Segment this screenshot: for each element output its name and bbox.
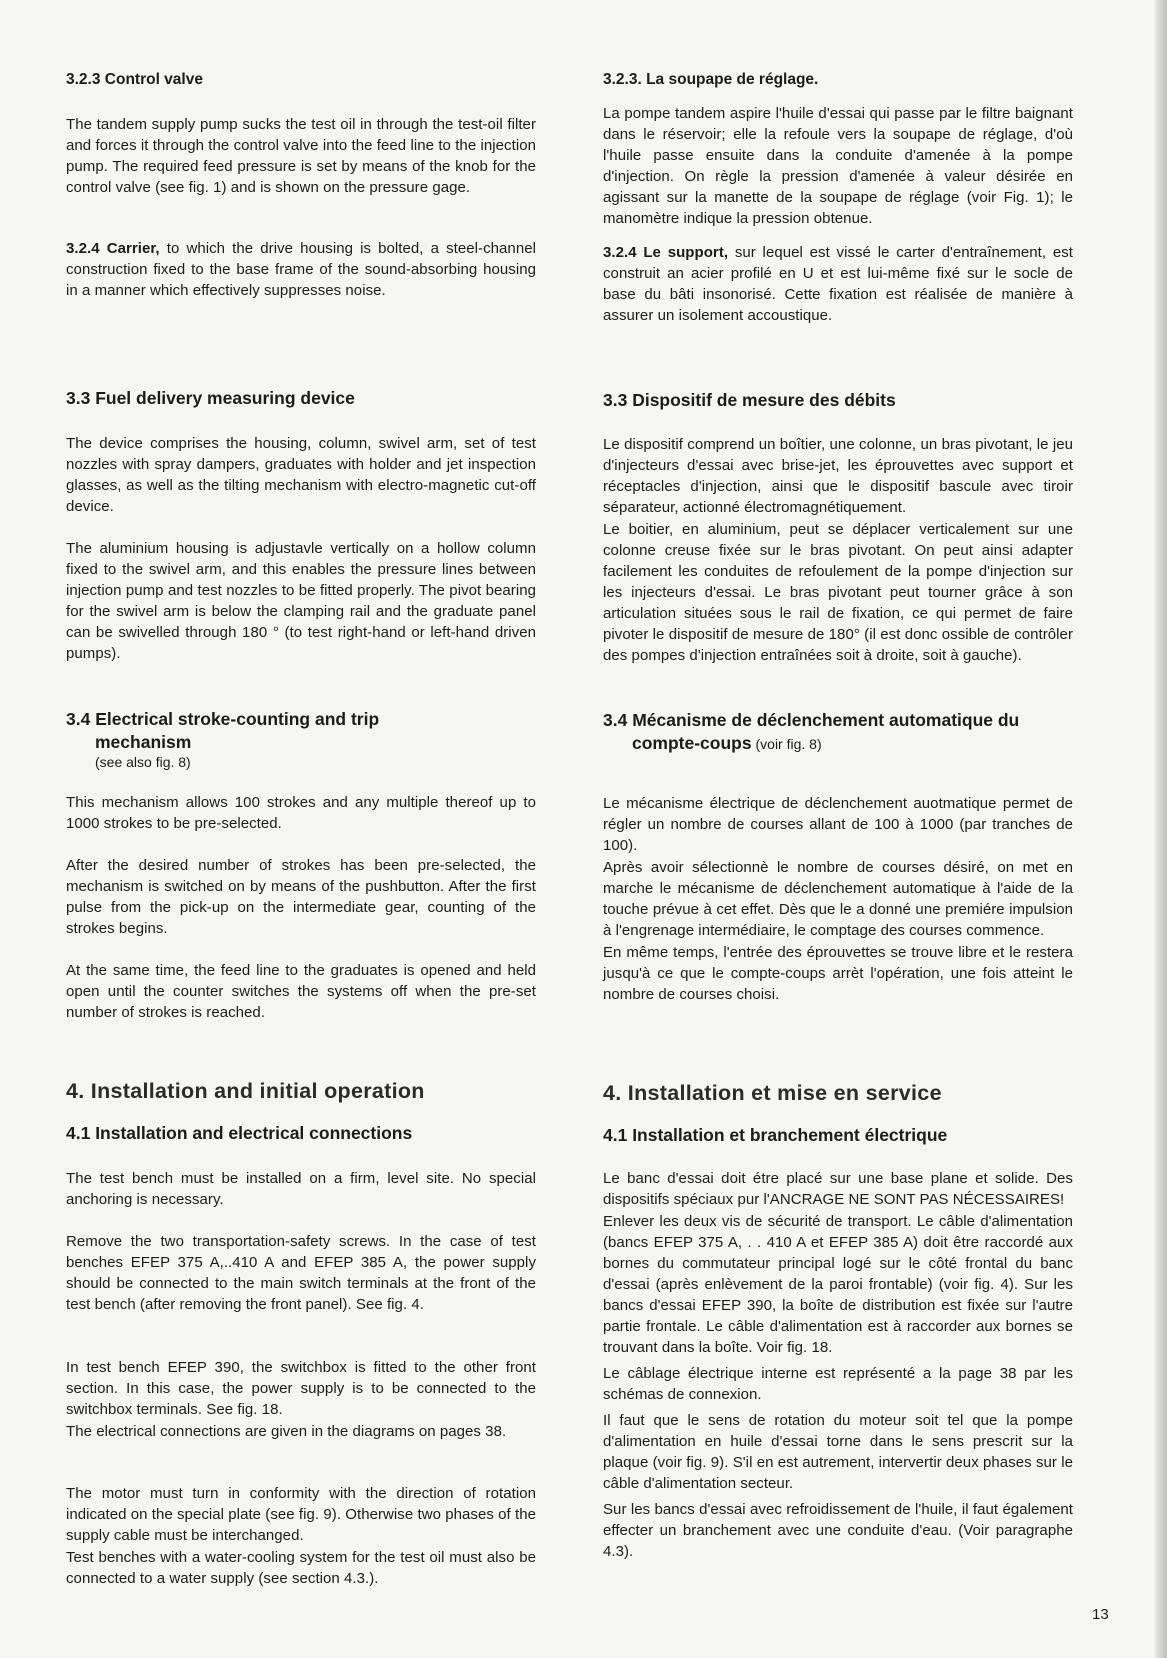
section-3-4-fr-paragraph-3: En même temps, l'entrée des éprouvettes se trouve libre et le restera jusqu'à ce que le compte-coups arrèt l'opération, une fois atteint le nombre de courses choisi. — [603, 944, 1073, 1003]
section-4-1-paragraph-4: The electrical connections are given in the diagrams on pages 38. — [66, 1423, 507, 1440]
section-3-4-fr-heading-word: compte-coups — [632, 733, 752, 753]
section-4-1-paragraph-5: The motor must turn in conformity with the direction of rotation indicated on the special plate (see fig. 9). Otherwise two phases of the supply cable must be interchanged. — [66, 1485, 536, 1544]
section-3-4-fr-paragraph-1: Le mécanisme électrique de déclenchement auotmatique permet de régler un nombre de courses allant de 100 à 1000 (par tranches de 100). — [603, 795, 1073, 854]
section-3-2-4-fr-lead: 3.2.4 Le support, — [603, 244, 729, 261]
section-3-4-fr-heading-line-2 — [603, 732, 1073, 755]
section-3-2-3-heading: 3.2.3 Control valve — [66, 71, 203, 88]
section-4-heading: 4. Installation and initial operation — [66, 1079, 425, 1103]
section-4-1-fr-paragraph-2: Enlever les deux vis de sécurité de transport. Le câble d'alimentation (bancs EFEP 375 A, . . 410 A et EFEP 385 A) doit être raccordé aux bornes du commutateur principal logé sur le côté frontal du banc d'essai (après enlèvement de la paroi frontable) (voir fig. 4). Sur les bancs d'essai EFEP 390, la boîte de distribution est fixée sur l'autre partie frontale. Le câble d'alimentation est à raccorder aux bornes se trouvant dans la boîte. Voir fig. 18. — [603, 1213, 1073, 1356]
section-4-1-paragraph-3: In test bench EFEP 390, the switchbox is fitted to the other front section. In this case, the power supply is to be connected to the switchbox terminals. See fig. 18. — [66, 1359, 536, 1418]
section-4-fr-heading: 4. Installation et mise en service — [603, 1081, 942, 1105]
section-4-1-paragraph-2: Remove the two transportation-safety screws. In the case of test benches EFEP 375 A,..410 A and EFEP 385 A, the power supply should be connected to the main switch terminals at the front of the test bench (after removing the front panel). See fig. 4. — [66, 1233, 536, 1313]
section-3-3-fr-paragraph-1: Le dispositif comprend un boîtier, une colonne, un bras pivotant, le jeu d'injecteurs d'essai avec brise-jet, les éprouvettes avec support et réceptacles d'injection, ainsi que le dispositif bascule avec tiroir séparateur, actionné électromagnétiquement. — [603, 436, 1073, 516]
section-4-1-heading: 4.1 Installation and electrical connections — [66, 1123, 413, 1143]
page-number: 13 — [1092, 1606, 1109, 1623]
section-3-2-4-text: to which the drive housing is bolted, a steel-channel construction fixed to the base frame of the sound-absorbing housing in a manner which effectively suppresses noise. — [66, 240, 536, 299]
section-4-1-paragraph-6: Test benches with a water-cooling system for the test oil must also be connected to a water supply (see section 4.3.). — [66, 1549, 536, 1587]
section-4-1-fr-paragraph-4: Il faut que le sens de rotation du moteur soit tel que la pompe d'alimentation en huile d'essai torne dans le sens prescrit sur la plaque (voir fig. 9). S'il en est autrement, intervertir deux phases sur le câble d'alimentation secteur. — [603, 1412, 1073, 1492]
section-3-4-fr-paragraph-2: Après avoir sélectionnè le nombre de courses désiré, on met en marche le mécanisme de déclenchement automatique à l'aide de la touche prévue à cet effet. Dès que le a donné une premiére impulsion à l'engrenage intermédiaire, le comptage des courses commence. — [603, 859, 1073, 939]
section-3-2-4-fr-text: sur lequel est vissé le carter d'entraînement, est construit an acier profilé en U et est lui-même fixé sur le socle de base du bâti insonorisé. Cette fixation est réalisée de manière à assurer un isolement accoustique. — [603, 244, 1073, 324]
section-3-3-paragraph-2: The aluminium housing is adjustavle vertically on a hollow column fixed to the swivel arm, and this enables the pressure lines between injection pump and test nozzles to be fitted properly. The pivot bearing for the swivel arm is below the clamping rail and the graduate panel can be swivelled through 180 ° (to test right-hand or left-hand driven pumps). — [66, 540, 536, 662]
page-edge-shadow — [1155, 0, 1167, 1658]
section-3-3-fr-paragraph-2: Le boitier, en aluminium, peut se déplacer verticalement sur une colonne creuse fixée sur le bras pivotant. On peut ainsi adapter facilement les conduites de refoulement de la pompe d'injection sur les injecteurs d'essai. Le bras pivotant peut tourner grâce à son articulation situées sous le rail de fixation, ce qui permet de faire pivoter le dispositif de mesure de 180° (il est donc ossible de contrôler des pompes d'injection entraînées soit à droite, soit à gauche). — [603, 521, 1073, 664]
section-3-4-paragraph-1: This mechanism allows 100 strokes and any multiple thereof up to 1000 strokes to be pre-selected. — [66, 794, 536, 832]
section-3-2-4-paragraph — [66, 238, 536, 301]
section-3-2-3-fr-text: La pompe tandem aspire l'huile d'essai qui passe par le filtre baignant dans le réservoir; elle la refoule vers la soupape de réglage, d'où l'huile passe ensuite dans la conduite d'amenée à la pompe d'injection. On règle la pression d'amenée à valeur désirée en agissant sur la manette de la soupape de réglage (voir Fig. 1); le manomètre indique la pression obtenue. — [603, 105, 1073, 227]
section-3-2-3-text: The tandem supply pump sucks the test oil in through the test-oil filter and forces it through the control valve into the feed line to the injection pump. The required feed pressure is set by means of the knob for the control valve (see fig. 1) and is shown on the pressure gage. — [66, 116, 536, 196]
section-3-4-note: (see also fig. 8) — [95, 754, 191, 770]
section-3-3-heading: 3.3 Fuel delivery measuring device — [66, 388, 355, 408]
section-3-4-fr-heading-line-1: 3.4 Mécanisme de déclenchement automatique du — [603, 710, 1020, 730]
section-4-1-fr-paragraph-1: Le banc d'essai doit étre placé sur une base plane et solide. Des dispositifs spéciaux pur l'ANCRAGE NE SONT PAS NÉCESSAIRES! — [603, 1170, 1073, 1208]
section-3-3-paragraph-1: The device comprises the housing, column, swivel arm, set of test nozzles with spray dampers, graduates with holder and jet inspection glasses, as well as the tilting mechanism with electro-magnetic cut-off device. — [66, 435, 536, 515]
section-3-3-fr-heading: 3.3 Dispositif de mesure des débits — [603, 390, 896, 410]
section-3-4-paragraph-3: At the same time, the feed line to the graduates is opened and held open until the counter switches the systems off when the pre-set number of strokes is reached. — [66, 962, 536, 1021]
section-3-2-4-fr-paragraph — [603, 242, 1073, 326]
section-4-1-paragraph-1: The test bench must be installed on a firm, level site. No special anchoring is necessary. — [66, 1170, 536, 1208]
section-4-1-fr-paragraph-3: Le câblage électrique interne est représenté a la page 38 par les schémas de connexion. — [603, 1365, 1073, 1403]
section-3-4-paragraph-2: After the desired number of strokes has been pre-selected, the mechanism is switched on by means of the pushbutton. After the first pulse from the pick-up on the intermediate gear, counting of the strokes begins. — [66, 857, 536, 937]
section-3-4-heading-line-2: mechanism — [95, 732, 192, 752]
section-3-2-4-lead: 3.2.4 Carrier, — [66, 240, 160, 257]
section-4-1-fr-paragraph-5: Sur les bancs d'essai avec refroidissement de l'huile, il faut également effecter un branchement avec une conduite d'eau. (Voir paragraphe 4.3). — [603, 1501, 1073, 1560]
section-3-4-fr-note: (voir fig. 8) — [751, 736, 822, 752]
section-3-4-heading-line-1: 3.4 Electrical stroke-counting and trip — [66, 709, 380, 729]
section-3-2-3-fr-heading: 3.2.3. La soupape de réglage. — [603, 71, 819, 88]
section-4-1-fr-heading: 4.1 Installation et branchement électrique — [603, 1125, 948, 1145]
